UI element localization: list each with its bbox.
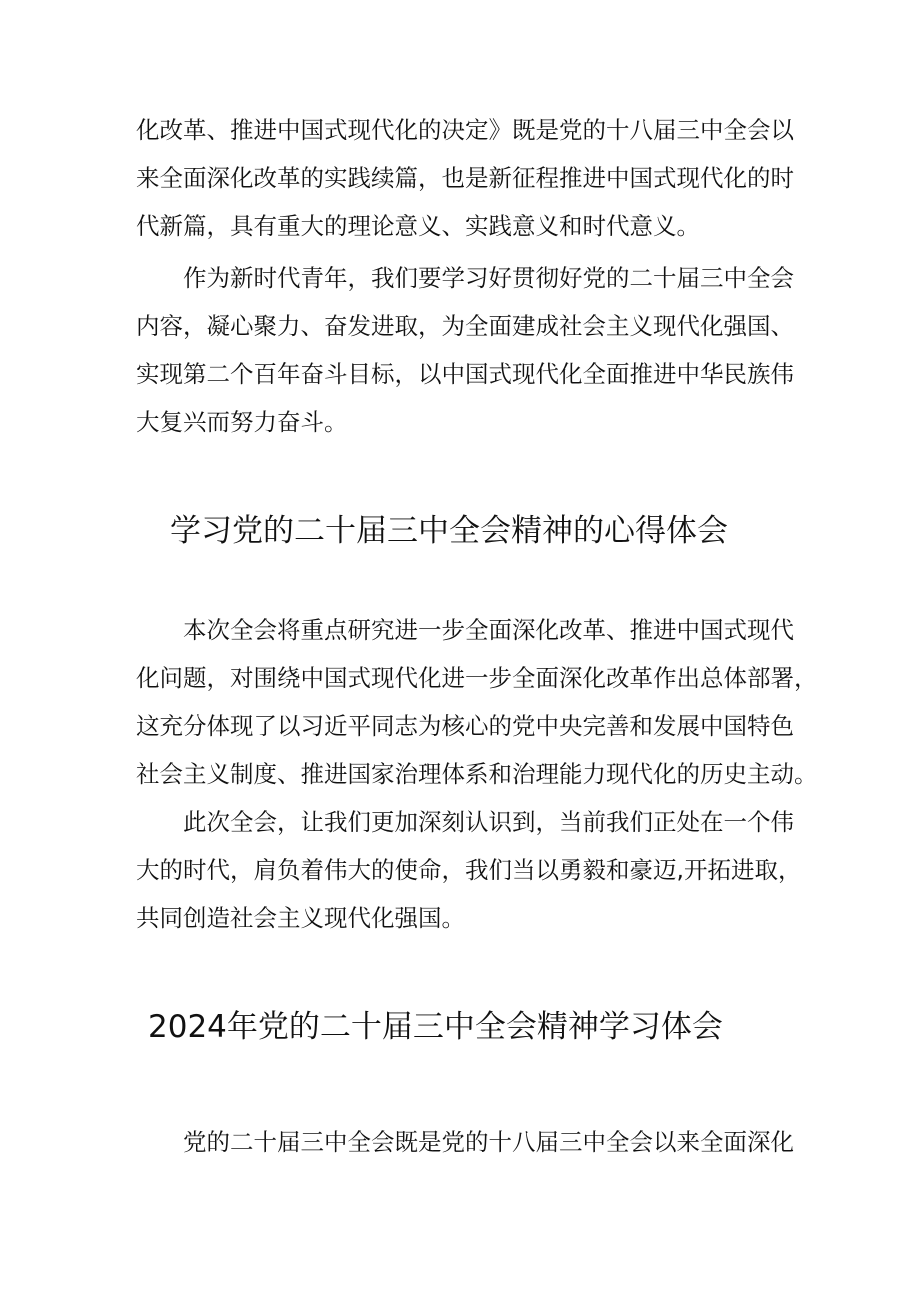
paragraph-line: 作为新时代青年，我们要学习好贯彻好党的二十届三中全会 bbox=[183, 264, 794, 292]
paragraph-line: 共同创造社会主义现代化强国。 bbox=[136, 904, 465, 932]
paragraph bbox=[136, 606, 818, 798]
paragraph-line: 代新篇，具有重大的理论意义、实践意义和时代意义。 bbox=[136, 212, 700, 240]
paragraph-line: 实现第二个百年奋斗目标，以中国式现代化全面推进中华民族伟 bbox=[136, 360, 794, 388]
paragraph-line: 这充分体现了以习近平同志为核心的党中央完善和发展中国特色 bbox=[136, 712, 794, 740]
paragraph bbox=[136, 1118, 796, 1166]
paragraph-line: 此次全会，让我们更加深刻认识到，当前我们正处在一个伟 bbox=[183, 808, 794, 836]
section-heading: 学习党的二十届三中全会精神的心得体会 bbox=[170, 513, 728, 549]
paragraph-line: 本次全会将重点研究进一步全面深化改革、推进中国式现代 bbox=[183, 616, 794, 644]
paragraph-line: 来全面深化改革的实践续篇，也是新征程推进中国式现代化的时 bbox=[136, 164, 794, 192]
paragraph-line: 大的时代，肩负着伟大的使命，我们当以勇毅和豪迈,开拓进取， bbox=[136, 856, 802, 884]
paragraph-line: 党的二十届三中全会既是党的十八届三中全会以来全面深化 bbox=[183, 1128, 794, 1156]
paragraph-line: 大复兴而努力奋斗。 bbox=[136, 408, 348, 436]
section-heading: 2024年党的二十届三中全会精神学习体会 bbox=[148, 1009, 723, 1045]
paragraph-line: 化改革、推进中国式现代化的决定》既是党的十八届三中全会以 bbox=[136, 116, 794, 144]
paragraph-line: 内容，凝心聚力、奋发进取，为全面建成社会主义现代化强国、 bbox=[136, 312, 794, 340]
paragraph-line: 社会主义制度、推进国家治理体系和治理能力现代化的历史主动。 bbox=[136, 760, 818, 788]
paragraph-continuation bbox=[136, 106, 796, 250]
paragraph-line: 化问题，对围绕中国式现代化进一步全面深化改革作出总体部署， bbox=[136, 664, 818, 692]
paragraph bbox=[136, 254, 796, 446]
paragraph bbox=[136, 798, 802, 942]
